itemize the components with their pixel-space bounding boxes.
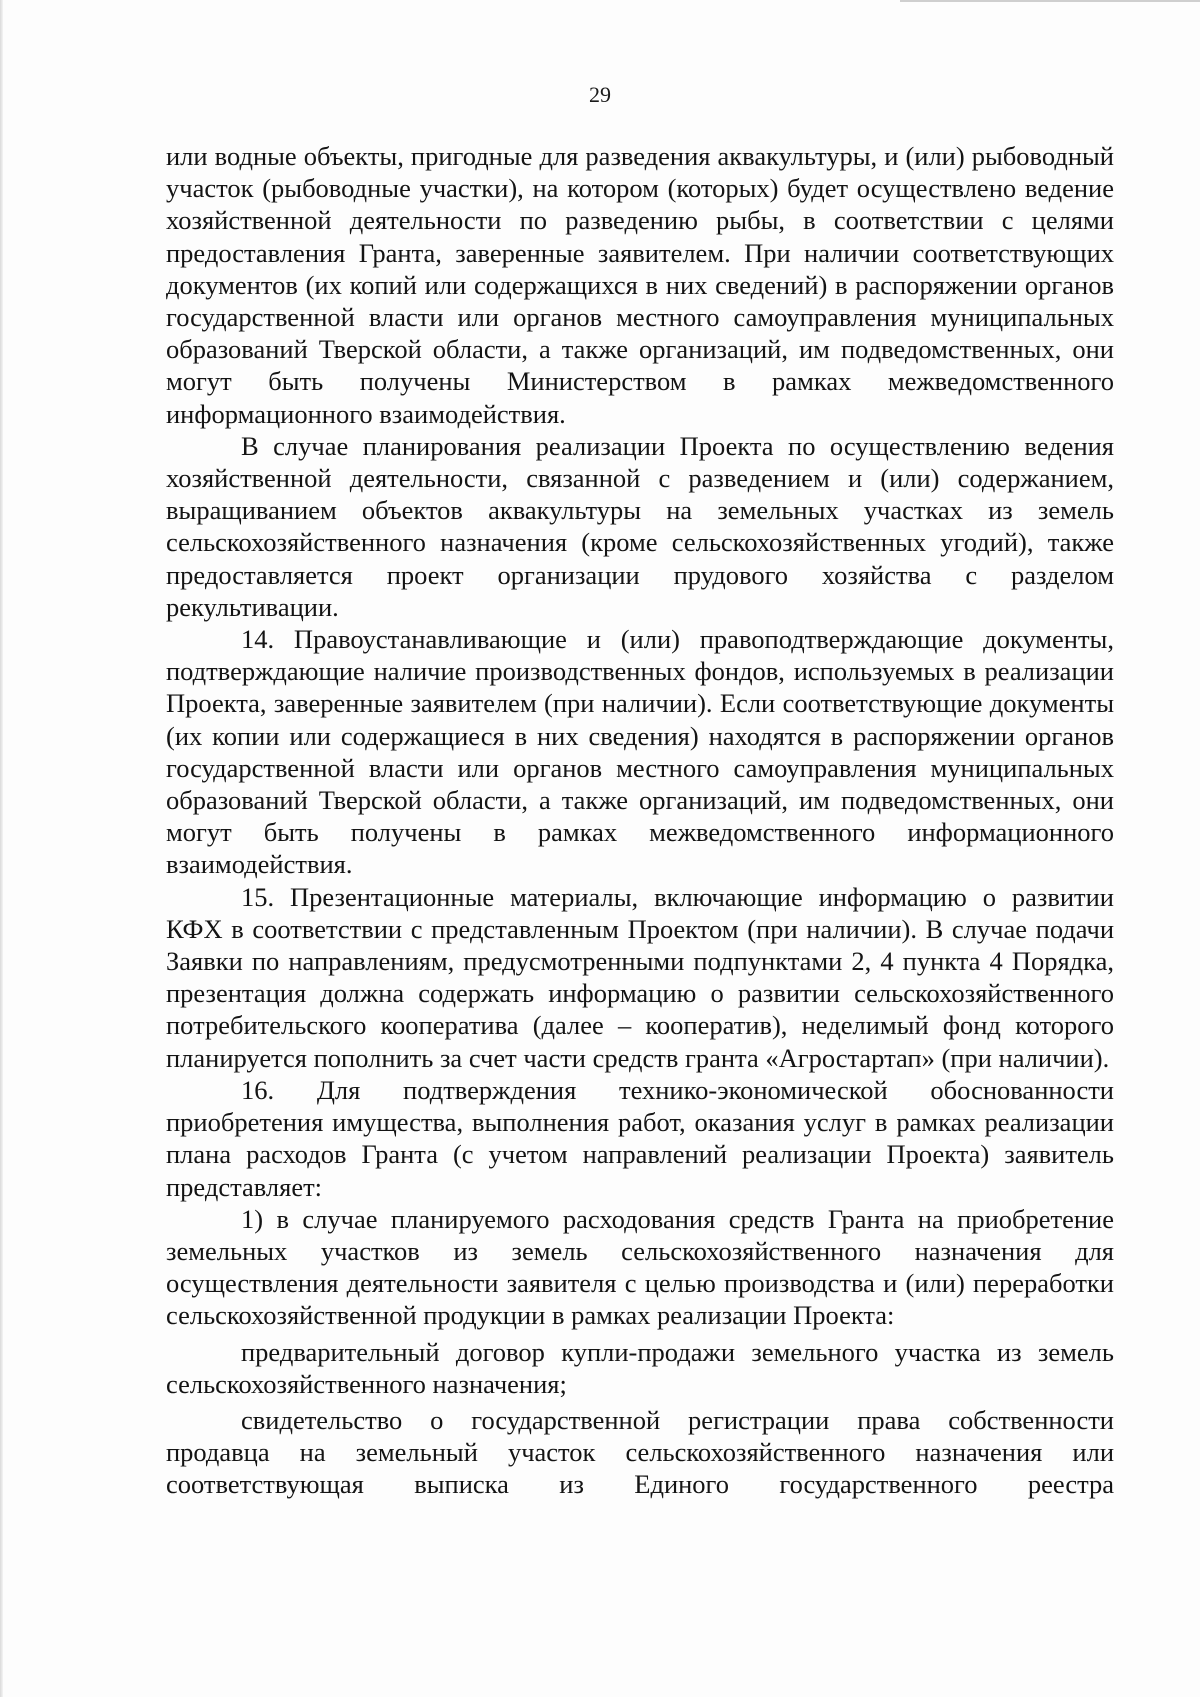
scan-top-edge: [900, 0, 1200, 2]
paragraph-item-14: 14. Правоустанавливающие и (или) правоподтверждающие документы, подтверждающие наличие производственных фондов, используемых в реализации Проекта, заверенные заявителем (при наличии). Если соответствующие документы (их копии или содержащиеся в них сведения) находятся в распоряжении органов государственной власти или органов местного самоуправления муниципальных образований Тверской области, а также организаций, им подведомственных, они могут быть получены в рамках межведомственного информационного взаимодействия.: [166, 624, 1114, 880]
paragraph-item-15: 15. Презентационные материалы, включающие информацию о развитии КФХ в соответствии с представленным Проектом (при наличии). В случае подачи Заявки по направлениям, предусмотренными подпунктами 2, 4 пункта 4 Порядка, презентация должна содержать информацию о развитии сельскохозяйственного потребительского кооператива (далее – кооператив), неделимый фонд которого планируется пополнить за счет части средств гранта «Агростартап» (при наличии).: [166, 881, 1114, 1073]
paragraph-continuation: или водные объекты, пригодные для разведения аквакультуры, и (или) рыбоводный участок (рыбоводные участки), на котором (которых) будет осуществлено ведение хозяйственной деятельности по разведению рыбы, в соответствии с целями предоставления Гранта, заверенные заявителем. При наличии соответствующих документов (их копий или содержащихся в них сведений) в распоряжении органов государственной власти или органов местного самоуправления муниципальных образований Тверской области, а также организаций, им подведомственных, они могут быть получены Министерством в рамках межведомственного информационного взаимодействия.: [166, 141, 1114, 429]
paragraph-item-16: 16. Для подтверждения технико-экономической обоснованности приобретения имущества, выполнения работ, оказания услуг в рамках реализации плана расходов Гранта (с учетом направлений реализации Проекта) заявитель представляет:: [166, 1074, 1114, 1202]
paragraph-pond-project: В случае планирования реализации Проекта по осуществлению ведения хозяйственной деятельности, связанной с разведением и (или) содержанием, выращиванием объектов аквакультуры на земельных участках из земель сельскохозяйственного назначения (кроме сельскохозяйственных угодий), также предоставляется проект организации прудового хозяйства с разделом рекультивации.: [166, 430, 1114, 622]
paragraph-preliminary-contract: предварительный договор купли-продажи земельного участка из земель сельскохозяйственного назначения;: [166, 1336, 1114, 1399]
page-number: 29: [589, 82, 611, 107]
document-body: [166, 140, 1114, 1501]
paragraph-ownership-certificate: свидетельство о государственной регистрации права собственности продавца на земельный участок сельскохозяйственного назначения или соответствующая выписка из Единого государственного реестра: [166, 1404, 1114, 1500]
paragraph-subitem-1: 1) в случае планируемого расходования средств Гранта на приобретение земельных участков из земель сельскохозяйственного назначения для осуществления деятельности заявителя с целью производства и (или) переработки сельскохозяйственной продукции в рамках реализации Проекта:: [166, 1203, 1114, 1331]
scan-left-edge: [0, 0, 3, 1697]
